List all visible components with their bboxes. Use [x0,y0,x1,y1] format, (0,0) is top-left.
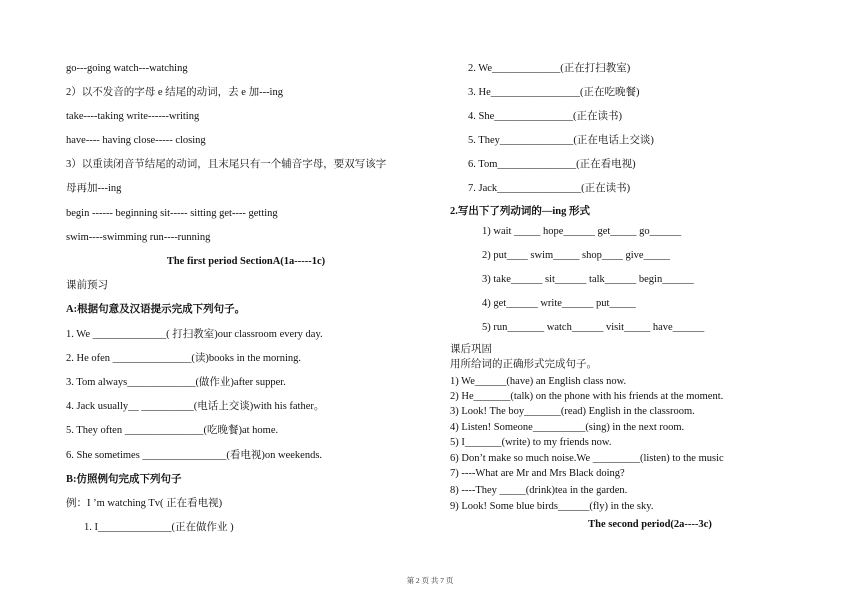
right-line: 9) Look! Some blue birds______(fly) in the sky. [450,501,654,512]
left-line: 1. We ______________( 打扫教室)our classroom every day. [66,329,323,340]
right-line: 5. They______________(正在电话上交谈) [468,135,654,146]
left-line: 3）以重读闭音节结尾的动词，且末尾只有一个辅音字母，要双写该字 [66,159,387,170]
right-line: 2. We_____________(正在打扫教室) [468,63,631,74]
page-footer: 第 2 页 共 7 页 [406,576,454,585]
left-line: 2）以不发音的字母 e 结尾的动词，去 e 加---ing [66,87,283,98]
right-line: 3. He_________________(正在吃晚餐) [468,87,640,98]
left-line: 母再加---ing [66,183,122,194]
left-line: 2. He ofen _______________(读)books in the morning. [66,353,302,364]
left-line: 5. They often _______________(吃晚餐)at home. [66,425,279,436]
right-line: 2.写出下了列动词的—ing 形式 [450,206,591,217]
right-line: 7. Jack________________(正在读书) [468,183,631,194]
left-line: take----taking write------writing [66,111,200,122]
right-line: 3) take______ sit______ talk______ begin______ [482,274,694,285]
right-line: 7) ----What are Mr and Mrs Black doing? [450,468,625,479]
right-line: 6) Don’t make so much noise.We _________(listen) to the music [450,453,724,464]
left-line: 1. I______________(正在做作业 ) [84,522,234,533]
right-line: 课后巩固 [450,344,492,355]
left-line: 课前预习 [66,280,108,291]
right-line: 4. She_______________(正在读书) [468,111,622,122]
left-line: 4. Jack usually__ __________(电话上交谈)with his father。 [66,401,325,412]
left-line: 3. Tom always_____________(做作业)after supper. [66,377,286,388]
left-line: swim----swimming run----running [66,232,211,243]
left-line: B:仿照例句完成下列句子 [66,474,182,485]
right-line: 2) He_______(talk) on the phone with his friends at the moment. [450,391,724,402]
right-line: 6. Tom_______________(正在看电视) [468,159,636,170]
left-line: have---- having close----- closing [66,135,206,146]
left-line: 例：I ’m watching Tv( 正在看电视) [66,498,223,509]
left-line: A:根据句意及汉语提示完成下列句子。 [66,304,246,315]
right-line: 5) I_______(write) to my friends now. [450,437,612,448]
right-line: 4) get______ write______ put_____ [482,298,636,309]
right-line: 1) We______(have) an English class now. [450,376,627,387]
right-line: 4) Listen! Someone__________(sing) in the next room. [450,422,685,433]
right-line: 3) Look! The boy_______(read) English in the classroom. [450,406,695,417]
right-line: 1) wait _____ hope______ get_____ go______ [482,226,682,237]
right-line: 2) put____ swim_____ shop____ give_____ [482,250,670,261]
right-line: 5) run_______ watch______ visit_____ have______ [482,322,705,333]
right-line: 用所给词的正确形式完成句子。 [450,359,597,370]
left-line: begin ------ beginning sit----- sitting get---- getting [66,208,278,219]
right-line: 8) ----They _____(drink)tea in the garden. [450,485,628,496]
right-line: The second period(2a----3c) [588,519,712,530]
left-line: go---going watch---watching [66,63,188,74]
left-line: The first period SectionA(1a-----1c) [166,256,326,267]
left-line: 6. She sometimes ________________(看电视)on weekends. [66,450,323,461]
